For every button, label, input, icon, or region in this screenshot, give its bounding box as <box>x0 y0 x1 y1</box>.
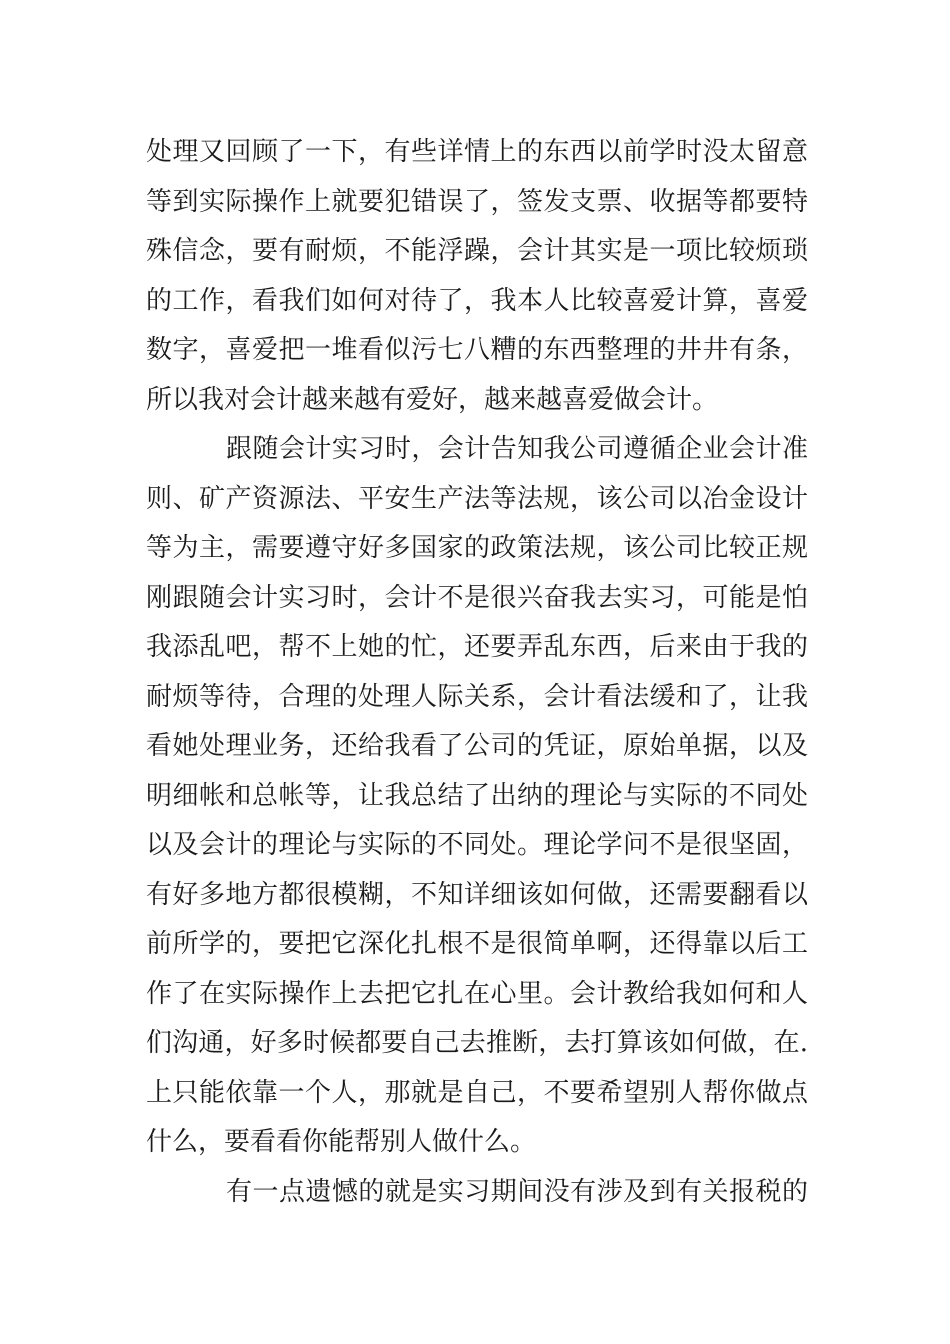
text-line: 数字，喜爱把一堆看似污七八糟的东西整理的井井有条， <box>146 335 808 365</box>
text-line: 看她处理业务，还给我看了公司的凭证，原始单据，以及 <box>146 731 808 761</box>
text-line: 们沟通，好多时候都要自己去推断，去打算该如何做，在. <box>146 1028 808 1058</box>
text-line: 处理又回顾了一下，有些详情上的东西以前学时没太留意 <box>146 137 808 167</box>
text-line: 作了在实际操作上去把它扎在心里。会计教给我如何和人 <box>146 979 808 1009</box>
text-line: 我添乱吧，帮不上她的忙，还要弄乱东西，后来由于我的 <box>146 632 808 662</box>
text-line: 的工作，看我们如何对待了，我本人比较喜爱计算，喜爱 <box>146 286 808 316</box>
text-line: 以及会计的理论与实际的不同处。理论学问不是很坚固， <box>146 830 808 860</box>
text-line: 殊信念，要有耐烦，不能浮躁，会计其实是一项比较烦琐 <box>146 236 808 266</box>
text-line: 什么，要看看你能帮别人做什么。 <box>146 1127 537 1157</box>
text-line: 等为主，需要遵守好多国家的政策法规，该公司比较正规 <box>146 533 808 563</box>
text-line: 有好多地方都很模糊，不知详细该如何做，还需要翻看以 <box>146 880 808 910</box>
text-line: 前所学的，要把它深化扎根不是很简单啊，还得靠以后工 <box>146 929 808 959</box>
text-line: 上只能依靠一个人，那就是自己，不要希望别人帮你做点 <box>146 1078 808 1108</box>
text-line: 等到实际操作上就要犯错误了，签发支票、收据等都要特 <box>146 187 808 217</box>
text-line: 所以我对会计越来越有爱好，越来越喜爱做会计。 <box>146 385 719 415</box>
text-line: 刚跟随会计实习时，会计不是很兴奋我去实习，可能是怕 <box>146 583 808 613</box>
paragraph-first-line: 跟随会计实习时，会计告知我公司遵循企业会计准 <box>226 434 808 464</box>
paragraph-first-line: 有一点遗憾的就是实习期间没有涉及到有关报税的 <box>226 1177 808 1207</box>
text-line: 明细帐和总帐等，让我总结了出纳的理论与实际的不同处 <box>146 781 808 811</box>
text-line: 则、矿产资源法、平安生产法等法规，该公司以冶金设计 <box>146 484 808 514</box>
text-line: 耐烦等待，合理的处理人际关系，会计看法缓和了，让我 <box>146 682 808 712</box>
